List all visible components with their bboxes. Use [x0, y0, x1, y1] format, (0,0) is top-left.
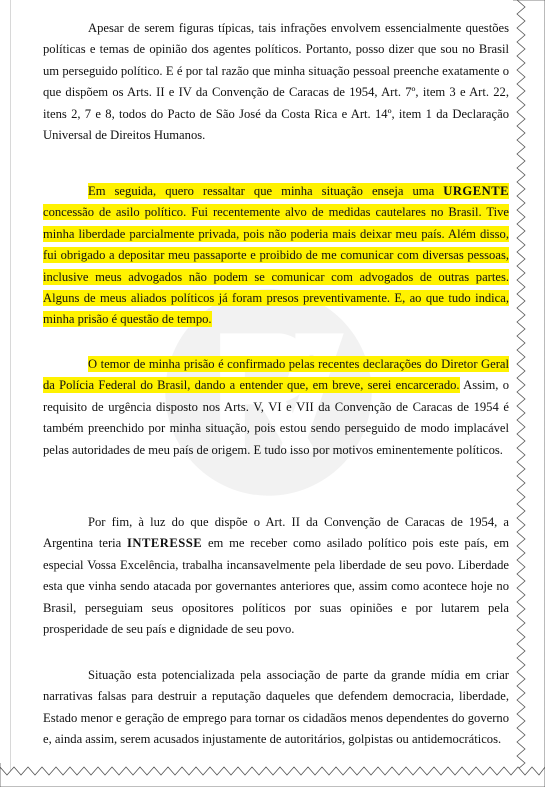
urgente-keyword: URGENTE — [443, 184, 509, 198]
paragraph-3-text: Assim, o requisito de urgência disposto nos Arts. V, VI e VII da Convenção de Caracas de 1954 é também preenchido por minha situação, pois estou sendo perseguido de modo implacável pelas autoridades de meu país de origem. E tudo isso por motivos eminentemente políticos. — [43, 378, 509, 457]
highlighted-text — [43, 183, 509, 327]
torn-edge-right — [513, 0, 545, 787]
paragraph-4 — [43, 512, 509, 640]
torn-edge-bottom — [0, 763, 545, 787]
paragraph-1 — [43, 18, 509, 146]
paragraph-2-text-a: Em seguida, quero ressaltar que minha situação enseja uma — [88, 184, 444, 198]
paragraph-1-text: Apesar de serem figuras típicas, tais infrações envolvem essencialmente questões políticas e temas de opinião dos agentes políticos. Portanto, posso dizer que sou no Brasil um perseguido político. E é por tal razão que minha situação pessoal preenche exatamente o que dispõem os Arts. II e IV da Convenção de Caracas de 1954, Art. 7º, item 3 e Art. 22, itens 2, 7 e 8, todos do Pacto de São José da Costa Rica e Art. 14º, item 1 da Declaração Universal de Direitos Humanos. — [43, 21, 509, 143]
paragraph-3-highlighted-text: O temor de minha prisão é confirmado pelas recentes declarações do Diretor Geral da Polícia Federal do Brasil, dando a entender que, em breve, serei encarcerado. — [43, 357, 509, 393]
interesse-keyword: INTERESSE — [127, 536, 203, 551]
paragraph-5 — [43, 665, 509, 751]
paragraph-2 — [43, 181, 509, 331]
paragraph-5-text: Situação esta potencializada pela associação de parte da grande mídia em criar narrativas falsas para destruir a reputação daqueles que defendem democracia, liberdade, Estado menor e geração de emprego para tornar os cidadãos menos dependentes do governo e, ainda assim, serem acusados injustamente de autoritários, golpistas ou antidemocráticos. — [43, 668, 509, 747]
paragraph-2-text-b: concessão de asilo político. Fui recentemente alvo de medidas cautelares no Brasil. Tive minha liberdade parcialmente privada, pois não poderia mais deixar meu país. Além disso, fui obrigado a depositar meu passaporte e proibido de me comunicar com diversas pessoas, inclusive meus advogados não podem se comunicar com advogados de outras partes. Alguns de meus aliados políticos já foram presos preventivamente. E, ao que tudo indica, minha prisão é questão de tempo. — [43, 205, 509, 327]
paragraph-4-text-a: Por fim, à luz do que dispõe o Art. II da Convenção de Caracas de 1954, a Argentina teria — [43, 515, 509, 551]
paragraph-4-text-b: em me receber como asilado político pois este país, em especial Vossa Excelência, trabalha incansavelmente pela liberdade de seu povo. Liberdade esta que vinha sendo atacada por governantes anteriores que, assim como acontece hoje no Brasil, perseguiam seus opositores políticos por suas opiniões e por lutarem pela prosperidade de seu país e dignidade de seu povo. — [43, 536, 509, 637]
paragraph-3 — [43, 354, 509, 461]
document-page — [10, 0, 515, 772]
